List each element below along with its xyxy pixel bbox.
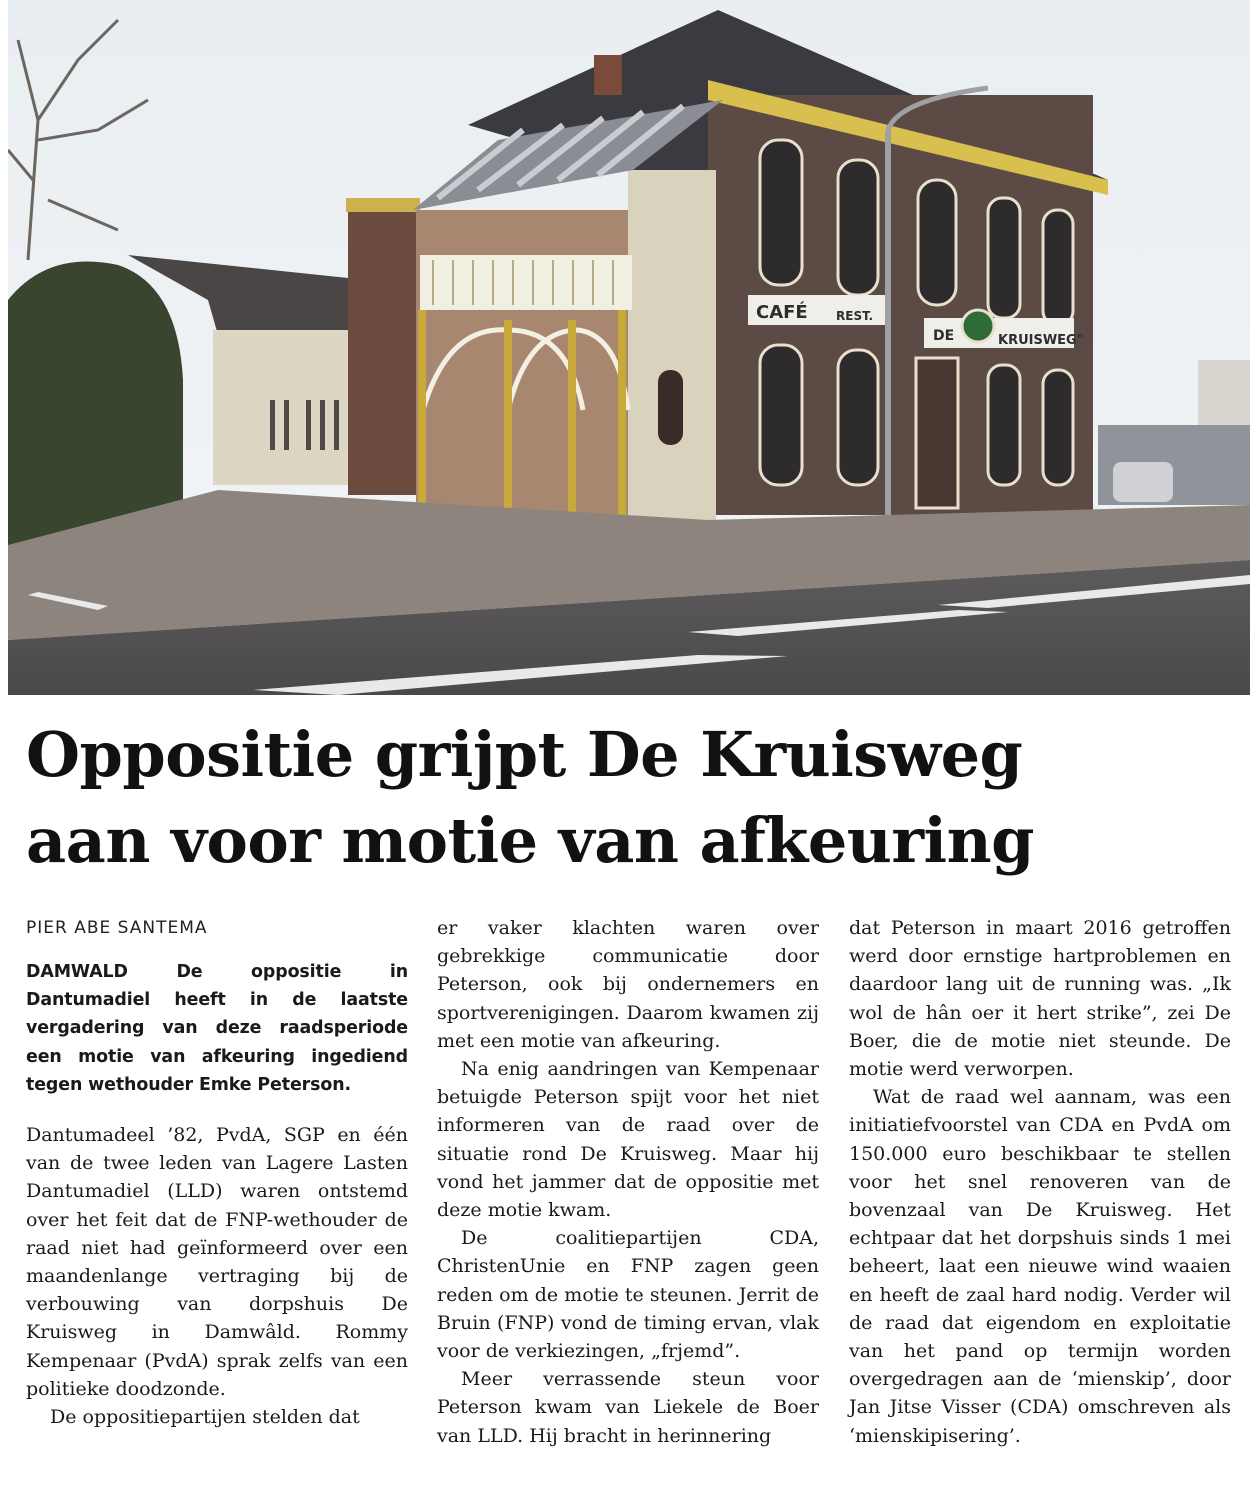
body-paragraph: er vaker klachten waren over gebrekkige communicatie door Peterson, ook bij ondernemers en sportverenigingen. Daarom kwamen zij met een motie van afkeuring.: [437, 917, 819, 1052]
lead-paragraph: [26, 958, 408, 1099]
article-column-1: [26, 914, 408, 1431]
balcony-railing: [420, 255, 632, 310]
headline-line-1: Oppositie grijpt De Kruisweg: [26, 718, 1023, 791]
headline: [26, 712, 1236, 884]
body-paragraph: dat Peterson in maart 2016 getroffen werd door ernstige hartproblemen en daardoor lang uit de running was. „Ik wol de hân oer it hert strike”, zei De Boer, die de motie niet steunde. De motie werd verworpen.: [849, 917, 1231, 1081]
article-photo: [8, 0, 1250, 695]
article-column-3: [849, 914, 1231, 1450]
beer-logo-sign: [962, 310, 994, 342]
body-paragraph: Meer verrassende steun voor Peterson kwam van Liekele de Boer van LLD. Hij bracht in herinnering: [437, 1368, 819, 1447]
body-paragraph: De coalitiepartijen CDA, ChristenUnie en FNP zagen geen reden om de motie te steunen. Jerrit de Bruin (FNP) vond de timing ervan, vlak voor de verkiezingen, „frjemd”.: [437, 1227, 819, 1363]
article-column-2: [437, 914, 819, 1450]
headline-line-2: aan voor motie van afkeuring: [26, 804, 1035, 877]
parked-car: [1113, 462, 1173, 502]
body-paragraph: Wat de raad wel aannam, was een initiatiefvoorstel van CDA en PvdA om 150.000 euro beschikbaar te stellen voor het snel renoveren van de bovenzaal van De Kruisweg. Het echtpaar dat het dorpshuis sinds 1 mei beheert, laat een nieuwe wind waaien en heeft de zaal hard nodig. Verder wil de raad dat eigendom en exploitatie van het pand op termijn worden overgedragen aan de ‘mienskip’, door Jan Jitse Visser (CDA) omschreven als ‘mienskipisering’.: [849, 1086, 1231, 1447]
lead-text: De oppositie in Dantumadiel heeft in de laatste vergadering van deze raadsperiode een motie van afkeuring ingediend tegen wethouder Emke Peterson.: [26, 962, 408, 1095]
dateline: DAMWALD: [26, 962, 128, 982]
sign-de: DE: [933, 328, 955, 344]
sign-kruisweg: KRUISWEG": [998, 333, 1084, 348]
annex-building: [213, 330, 353, 485]
body-paragraph: De oppositiepartijen stelden dat: [50, 1406, 360, 1429]
body-paragraph: Dantumadeel ’82, PvdA, SGP en één van de twee leden van Lagere Lasten Dantumadiel (LLD) waren ontstemd over het feit dat de FNP-wethouder de raad niet had geïnformeerd over een maandenlange vertraging bij de verbouwing van dorpshuis De Kruisweg in Damwâld. Rommy Kempenaar (PvdA) sprak zelfs van een politieke doodzonde.: [26, 1124, 408, 1400]
body-paragraph: Na enig aandringen van Kempenaar betuigde Peterson spijt voor het niet informeren van de raad over de situatie rond De Kruisweg. Maar hij vond het jammer dat de oppositie met deze motie kwam.: [437, 1058, 819, 1222]
byline: PIER ABE SANTEMA: [26, 918, 208, 938]
sign-rest: REST.: [836, 309, 874, 323]
sign-cafe: CAFÉ: [756, 302, 808, 323]
